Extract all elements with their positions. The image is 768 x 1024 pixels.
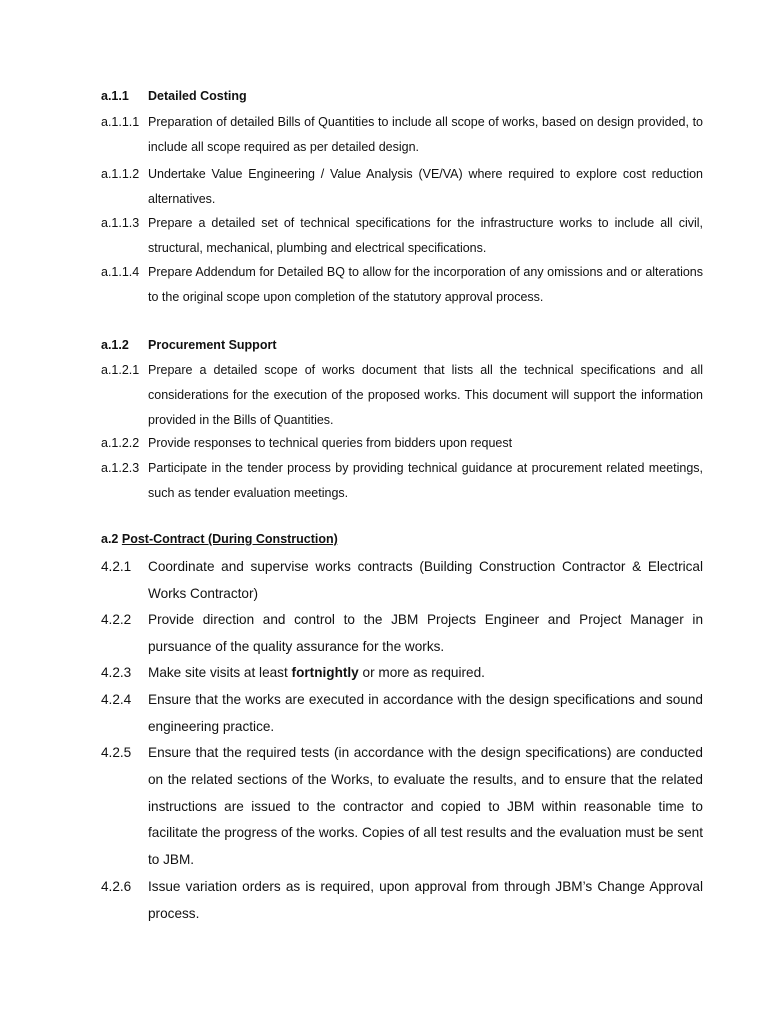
- item-text-bold: fortnightly: [291, 665, 359, 680]
- item-text: Participate in the tender process by providing technical guidance at procurement related meetings, such as tender evaluation meetings.: [148, 461, 703, 500]
- list-item: [101, 431, 703, 456]
- item-text: Prepare a detailed set of technical specifications for the infrastructure works to include all civil, structural, mechanical, plumbing and electrical specifications.: [148, 216, 703, 255]
- section-number: a.1.1: [101, 89, 129, 103]
- item-number: a.1.1.2: [101, 167, 140, 181]
- list-item: [101, 260, 703, 310]
- item-text: Provide direction and control to the JBM Projects Engineer and Project Manager in pursuance of the quality assurance for the works.: [148, 612, 703, 654]
- item-text: Ensure that the required tests (in accordance with the design specifications) are conducted on the related sections of the Works, to evaluate the results, and to ensure that the related instructions are issued to the contractor and copied to JBM within reasonable time to facilitate the progress of the works. Copies of all test results and the evaluation must be sent to JBM.: [148, 745, 703, 868]
- section-number: a.1.2: [101, 338, 129, 352]
- item-number: a.1.2.1: [101, 363, 140, 377]
- item-text: Prepare a detailed scope of works document that lists all the technical specifications and all considerations for the execution of the proposed works. This document will support the information provided in the Bills of Quantities.: [148, 363, 703, 427]
- item-number: 4.2.5: [101, 745, 132, 760]
- item-number: 4.2.6: [101, 879, 132, 894]
- item-text-start: Make site visits at least: [148, 665, 292, 680]
- item-number: 4.2.2: [101, 612, 132, 627]
- list-item: [101, 554, 703, 608]
- item-text: Preparation of detailed Bills of Quantities to include all scope of works, based on design provided, to include all scope required as per detailed design.: [148, 115, 703, 154]
- item-text: Ensure that the works are executed in accordance with the design specifications and sound engineering practice.: [148, 692, 703, 734]
- item-text-end: or more as required.: [358, 665, 485, 680]
- item-number: a.1.2.2: [101, 436, 140, 450]
- item-number: a.1.2.3: [101, 461, 140, 475]
- item-text: Undertake Value Engineering / Value Analysis (VE/VA) where required to explore cost reduction alternatives.: [148, 167, 703, 206]
- section-title: Post-Contract (During Construction): [121, 532, 338, 546]
- list-item: [101, 110, 703, 160]
- item-number: 4.2.1: [101, 559, 132, 574]
- list-item: [101, 456, 703, 506]
- list-item: [101, 660, 703, 687]
- item-text: [148, 660, 703, 687]
- list-item: [101, 358, 703, 433]
- item-text: Coordinate and supervise works contracts (Building Construction Contractor & Electrical Works Contractor): [148, 559, 703, 601]
- item-number: a.1.1.4: [101, 265, 140, 279]
- list-item: [101, 607, 703, 661]
- section-number: a.2: [101, 532, 119, 546]
- item-number: a.1.1.3: [101, 216, 140, 230]
- section-title: Procurement Support: [148, 338, 277, 352]
- list-item: [101, 211, 703, 261]
- list-item: [101, 874, 703, 928]
- list-item: [101, 687, 703, 741]
- section-heading-post-contract: [101, 532, 338, 546]
- item-number: a.1.1.1: [101, 115, 140, 129]
- section-heading-procurement-support: [101, 338, 277, 352]
- item-text: Provide responses to technical queries from bidders upon request: [148, 436, 513, 450]
- item-number: 4.2.3: [101, 665, 132, 680]
- section-title: Detailed Costing: [148, 89, 247, 103]
- item-text: Prepare Addendum for Detailed BQ to allow for the incorporation of any omissions and or alterations to the original scope upon completion of the statutory approval process.: [148, 265, 703, 304]
- section-heading-detailed-costing: [101, 89, 247, 103]
- list-item: [101, 162, 703, 212]
- item-number: 4.2.4: [101, 692, 132, 707]
- item-text: Issue variation orders as is required, upon approval from through JBM’s Change Approval process.: [148, 879, 703, 921]
- list-item: [101, 740, 703, 874]
